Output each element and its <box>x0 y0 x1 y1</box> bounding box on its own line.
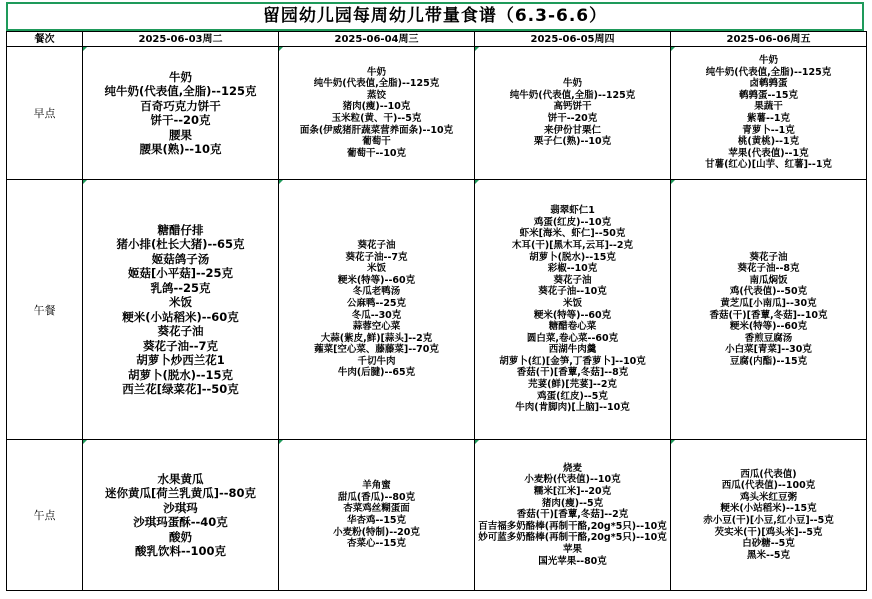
header-day-wed[interactable]: 2025-06-04周三 <box>279 32 475 47</box>
menu-line: 香菇(干)[香蕈,冬菇]--8克 <box>516 367 629 379</box>
menu-line: 赤小豆(干)[小豆,红小豆]--5克 <box>703 515 834 526</box>
menu-line: 葵花子油 <box>157 324 204 338</box>
menu-line: 鸡蛋(红皮)--5克 <box>537 390 608 402</box>
menu-line: 胡萝卜(脱水)--15克 <box>529 251 616 263</box>
cell-lunch-tue[interactable] <box>83 180 279 440</box>
cell-snack-tue[interactable] <box>83 440 279 591</box>
cell-breakfast-fri[interactable] <box>671 47 867 180</box>
cell-snack-fri[interactable] <box>671 440 867 591</box>
menu-line: 来伊份甘栗仁 <box>543 124 601 136</box>
cell-lunch-thu[interactable] <box>475 180 671 440</box>
header-day-tue[interactable]: 2025-06-03周二 <box>83 32 279 47</box>
menu-line: 冬瓜--30克 <box>351 309 402 321</box>
menu-title[interactable]: 留园幼儿园每周幼儿带量食谱（6.3-6.6） <box>6 2 864 31</box>
menu-line: 鸡头米红豆粥 <box>739 491 797 503</box>
menu-line: 彩椒--10克 <box>547 263 598 275</box>
menu-line: 糯米[江米]--20克 <box>533 486 612 498</box>
menu-line: 牛奶 <box>758 55 778 67</box>
menu-line: 葵花子油 <box>553 274 592 286</box>
cell-snack-wed[interactable] <box>279 440 475 591</box>
menu-line: 虾米[海米、虾仁]--50克 <box>519 228 626 240</box>
cell-lunch-wed[interactable] <box>279 180 475 440</box>
menu-line: 蕹菜[空心菜、藤藤菜]--70克 <box>314 344 439 356</box>
menu-line: 面条(伊威猪肝蔬菜营养面条)--10克 <box>299 124 454 136</box>
menu-line: 香菇(干)[香蕈,冬菇]--10克 <box>709 309 828 321</box>
menu-line: 胡萝卜(脱水)--15克 <box>127 367 234 382</box>
menu-line: 纯牛奶(代表值,全脂)--125克 <box>705 66 832 78</box>
menu-line: 胡萝卜(红)[金笋,丁香萝卜]--10克 <box>499 355 646 367</box>
menu-line: 卤鹌鹑蛋 <box>749 78 788 90</box>
meal-label-breakfast[interactable]: 早点 <box>7 47 83 180</box>
menu-line: 粳米(特等)--60克 <box>533 309 612 321</box>
menu-line: 西兰花[绿菜花]--50克 <box>122 382 239 396</box>
menu-line: 鸡(代表值)--50克 <box>729 286 808 298</box>
header-meal[interactable]: 餐次 <box>7 32 83 47</box>
header-row <box>7 32 867 47</box>
menu-line: 苹果(代表值)--1克 <box>728 147 809 159</box>
menu-line: 桃(黄桃)--1克 <box>737 136 800 148</box>
menu-line: 胡萝卜炒西兰花1 <box>136 353 225 367</box>
menu-line: 葵花子油 <box>749 251 788 263</box>
menu-line: 杏菜鸡丝糊蛋面 <box>343 503 410 515</box>
menu-line: 粳米(特等)--60克 <box>337 274 416 286</box>
menu-line: 妙可蓝多奶酪棒(再制干酪,20g*5只)--10克 <box>478 532 667 544</box>
menu-line: 国光苹果--80克 <box>538 555 607 567</box>
menu-line: 百吉福多奶酪棒(再制干酪,20g*5只)--10克 <box>478 520 667 532</box>
menu-line: 葵花子油--10克 <box>538 286 607 298</box>
menu-line: 西瓜(代表值)--100克 <box>721 480 816 492</box>
menu-line: 公麻鸭--25克 <box>346 297 407 309</box>
menu-line: 葵花子油--7克 <box>345 251 408 263</box>
menu-line: 百奇巧克力饼干 <box>140 98 221 113</box>
menu-line: 冬瓜老鸭汤 <box>352 286 401 298</box>
row-breakfast <box>7 47 867 180</box>
cell-lunch-fri[interactable] <box>671 180 867 440</box>
menu-line: 纯牛奶(代表值,全脂)--125克 <box>509 89 636 101</box>
meal-label-snack[interactable]: 午点 <box>7 440 83 591</box>
menu-line: 苹果 <box>562 543 582 555</box>
menu-line: 白砂糖--5克 <box>742 538 795 550</box>
menu-line: 南瓜焖饭 <box>749 274 788 286</box>
menu-line: 米饭 <box>562 297 582 309</box>
menu-line: 沙琪玛蛋酥--40克 <box>133 515 228 529</box>
menu-line: 黄芝瓜[小南瓜]--30克 <box>720 297 817 309</box>
menu-line: 小麦粉(特制)--20克 <box>333 526 420 538</box>
menu-line: 香煎豆腐汤 <box>744 332 793 344</box>
menu-table <box>6 31 867 591</box>
menu-line: 黑米--5克 <box>747 549 790 561</box>
menu-line: 紫薯--1克 <box>747 113 790 124</box>
menu-line: 粳米(小站稻米)--60克 <box>122 309 239 324</box>
menu-line: 猪肉(瘦)--5克 <box>541 497 604 509</box>
menu-line: 翡翠虾仁1 <box>550 205 595 217</box>
menu-line: 豆腐(内酯)--15克 <box>729 355 808 367</box>
menu-line: 猪小排(杜长大猪)--65克 <box>116 237 245 251</box>
menu-line: 甜瓜(香瓜)--80克 <box>337 491 416 503</box>
menu-line: 牛奶 <box>366 66 386 78</box>
menu-line: 姬菇[小平菇]--25克 <box>127 266 234 280</box>
cell-breakfast-tue[interactable] <box>83 47 279 180</box>
menu-line: 纯牛奶(代表值,全脂)--125克 <box>313 78 440 90</box>
menu-line: 芫荽(鲜)[芫荽]--2克 <box>528 379 617 391</box>
menu-line: 栗子仁(熟)--10克 <box>533 136 612 148</box>
menu-line: 水果黄瓜 <box>157 471 204 486</box>
menu-line: 牛奶 <box>169 69 192 84</box>
row-snack <box>7 440 867 591</box>
menu-line: 杏菜心--15克 <box>346 538 407 550</box>
cell-snack-thu[interactable] <box>475 440 671 591</box>
menu-line: 小白菜[青菜]--30克 <box>725 344 812 356</box>
menu-line: 葡萄干--10克 <box>346 147 407 159</box>
menu-line: 青萝卜--1克 <box>742 124 795 136</box>
meal-label-lunch[interactable]: 午餐 <box>7 180 83 440</box>
row-lunch <box>7 180 867 440</box>
cell-breakfast-thu[interactable] <box>475 47 671 180</box>
menu-line: 饼干--20克 <box>150 113 211 127</box>
menu-line: 糖醋仔排 <box>157 222 204 237</box>
menu-line: 玉米粒(黄、干)--5克 <box>331 113 422 124</box>
menu-line: 酸奶 <box>169 529 192 544</box>
menu-line: 蒜蓉空心菜 <box>352 321 401 333</box>
menu-line: 羊角蜜 <box>362 480 391 492</box>
menu-line: 华杏鸡--15克 <box>346 515 407 526</box>
menu-line: 西湖牛肉羹 <box>548 344 597 356</box>
menu-line: 大蒜(紫皮,鲜)[蒜头]--2克 <box>320 332 433 344</box>
menu-line: 香菇(干)[香蕈,冬菇]--2克 <box>516 509 629 521</box>
menu-line: 蒸饺 <box>366 89 386 101</box>
menu-line: 圆白菜,卷心菜--60克 <box>526 332 619 344</box>
menu-line: 猪肉(瘦)--10克 <box>342 101 411 113</box>
header-day-thu[interactable]: 2025-06-05周四 <box>475 32 671 47</box>
menu-line: 千切牛肉 <box>357 355 396 367</box>
menu-line: 西瓜(代表值) <box>740 468 797 480</box>
menu-line: 腰果 <box>169 127 192 142</box>
menu-line: 姬菇鸽子汤 <box>151 251 210 266</box>
menu-line: 小麦粉(代表值)--10克 <box>524 474 621 486</box>
menu-line: 木耳(干)[黑木耳,云耳]--2克 <box>512 239 633 251</box>
menu-line: 高钙饼干 <box>553 101 592 113</box>
menu-line: 芡实米(干)[鸡头米]--5克 <box>714 526 823 538</box>
menu-line: 纯牛奶(代表值,全脂)--125克 <box>104 84 257 98</box>
menu-line: 葵花子油--7克 <box>142 338 219 353</box>
header-day-fri[interactable]: 2025-06-06周五 <box>671 32 867 47</box>
menu-line: 葵花子油 <box>357 239 396 251</box>
menu-line: 牛奶 <box>562 78 582 90</box>
menu-line: 烧麦 <box>562 462 582 474</box>
menu-line: 饼干--20克 <box>547 113 598 124</box>
menu-line: 乳鸽--25克 <box>150 280 211 295</box>
menu-line: 鹌鹑蛋--15克 <box>738 89 799 101</box>
menu-line: 迷你黄瓜[荷兰乳黄瓜]--80克 <box>104 486 257 500</box>
menu-line: 牛肉(肯脚肉)[上脑]--10克 <box>515 402 630 414</box>
menu-line: 沙琪玛 <box>163 500 198 515</box>
menu-line: 甘薯(红心)[山芋、红薯]--1克 <box>705 159 832 171</box>
menu-line: 粳米(小站稻米)--15克 <box>720 503 817 515</box>
menu-line: 米饭 <box>366 263 386 275</box>
menu-line: 鸡蛋(红皮)--10克 <box>533 216 612 228</box>
menu-line: 粳米(特等)--60克 <box>729 321 808 333</box>
menu-line: 腰果(熟)--10克 <box>139 142 222 156</box>
menu-line: 果蔬干 <box>754 101 783 113</box>
menu-line: 牛肉(后腱)--65克 <box>337 367 416 379</box>
menu-line: 糖醋卷心菜 <box>548 321 597 333</box>
cell-breakfast-wed[interactable] <box>279 47 475 180</box>
menu-line: 葵花子油--8克 <box>737 263 800 275</box>
menu-line: 酸乳饮料--100克 <box>134 544 227 558</box>
menu-line: 葡萄干 <box>362 136 391 148</box>
menu-line: 米饭 <box>169 295 192 309</box>
